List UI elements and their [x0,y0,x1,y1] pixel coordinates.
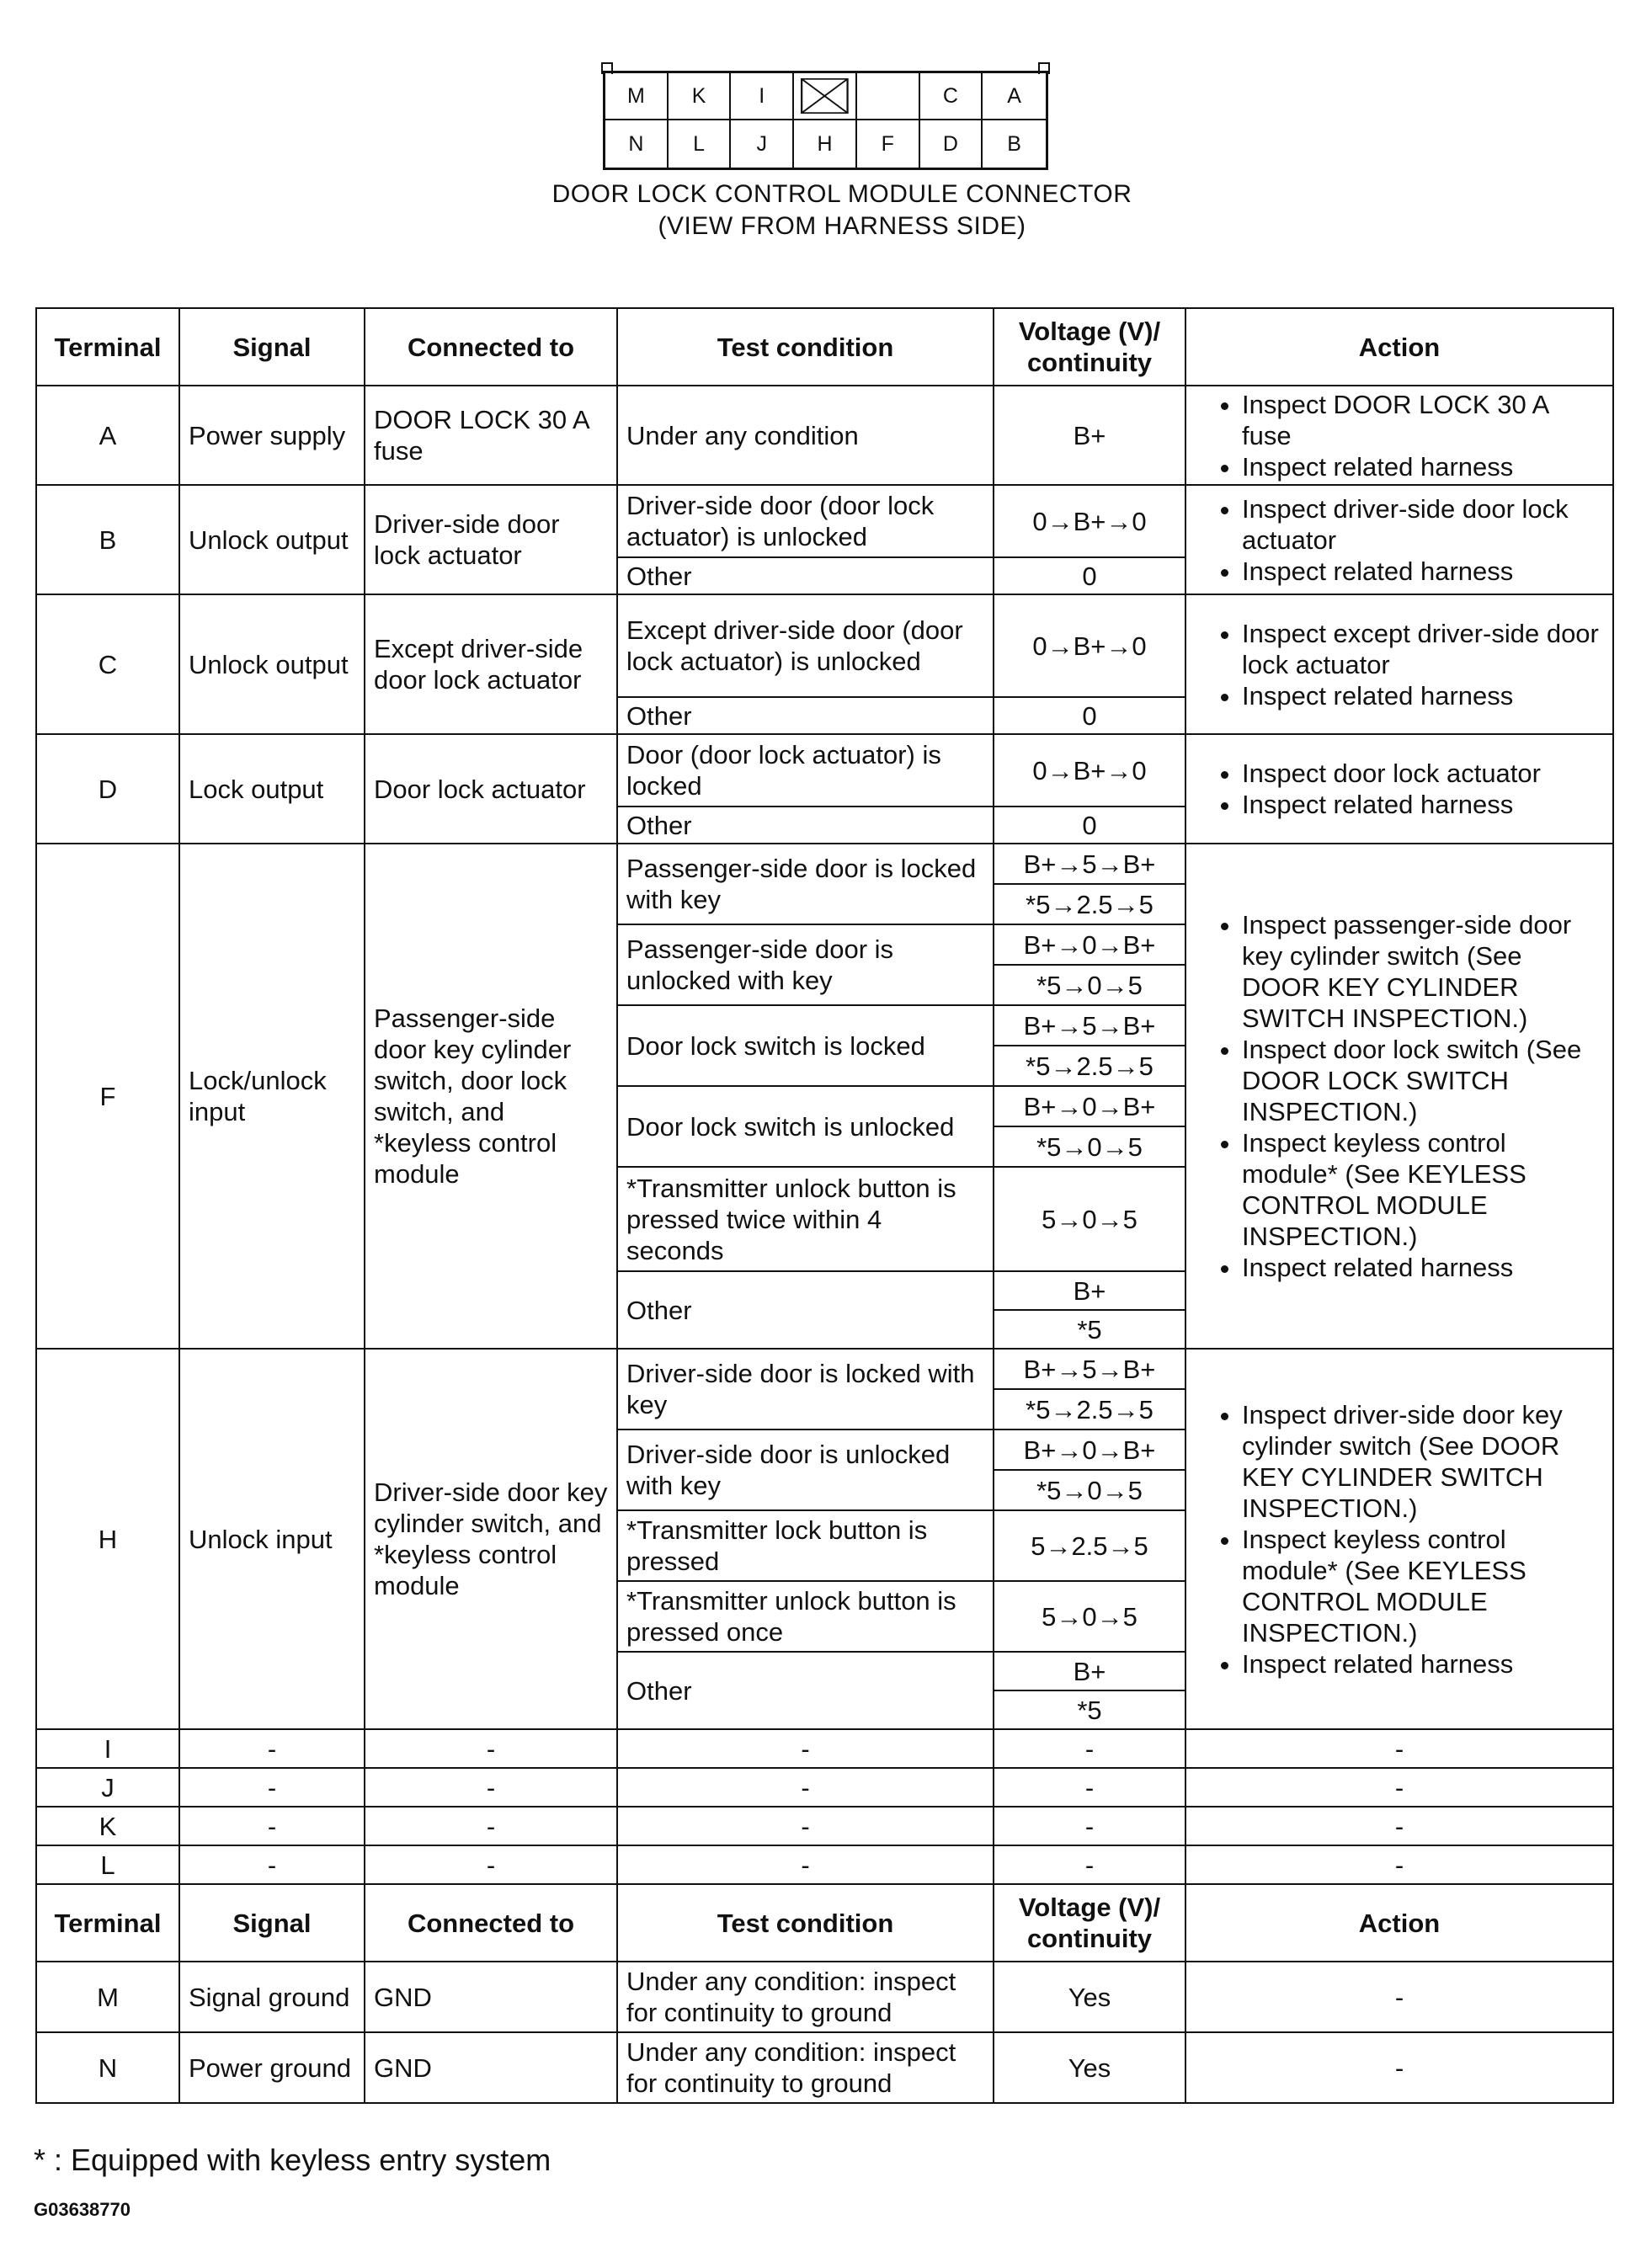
header-voltage: Voltage (V)/ continuity [994,308,1185,386]
pin-blocked [794,73,857,120]
pin-d: D [920,120,983,168]
voltage-cell: 0→B+→0 [994,485,1185,557]
condition-cell: Under any condition [617,386,994,485]
header-condition: Test condition [617,308,994,386]
voltage-cell: 0 [994,557,1185,594]
action-cell: - [1185,2032,1613,2103]
header-connected: Connected to [365,1884,617,1962]
action-item: • Inspect related harness [1242,1648,1604,1680]
pin-n: N [605,120,669,168]
action-cell: - [1185,1962,1613,2032]
signal-cell: Unlock input [179,1349,365,1729]
action-cell [1185,485,1613,594]
dash-cell: - [179,1768,365,1807]
dash-cell: - [617,1768,994,1807]
connected-cell: Passenger-side door key cylinder switch, door lock switch, and *keyless control module [365,844,617,1349]
dash-cell: - [994,1807,1185,1845]
action-item: • Inspect driver-side door lock actuator [1242,493,1604,556]
signal-cell: Lock/unlock input [179,844,365,1349]
connected-cell: Driver-side door key cylinder switch, and *keyless control module [365,1349,617,1729]
pin-empty [857,73,920,120]
action-cell [1185,1349,1613,1729]
connected-cell: GND [365,1962,617,2032]
voltage-cell: B+ [994,386,1185,485]
condition-cell: Driver-side door is unlocked with key [617,1429,994,1510]
dash-cell: - [365,1845,617,1884]
pin-a: A [983,73,1046,120]
dash-cell: - [617,1807,994,1845]
action-item: • Inspect keyless control module* (See KEYLESS CONTROL MODULE INSPECTION.) [1242,1127,1604,1252]
dash-cell: - [179,1845,365,1884]
connected-cell: Driver-side door lock actuator [365,485,617,594]
condition-cell: Door lock switch is locked [617,1005,994,1086]
action-item: • Inspect related harness [1242,789,1604,820]
table-row [36,2032,1613,2103]
pin-k: K [669,73,732,120]
voltage-cell: *5 [994,1690,1185,1729]
dash-cell: - [1185,1845,1613,1884]
condition-cell: Passenger-side door is unlocked with key [617,924,994,1005]
blocked-cross-icon [801,78,849,114]
table-row [36,1845,1613,1884]
action-item: • Inspect except driver-side door lock actuator [1242,618,1604,680]
action-item: • Inspect related harness [1242,680,1604,711]
condition-cell: Other [617,1271,994,1349]
voltage-cell: *5→2.5→5 [994,884,1185,924]
signal-cell: Power ground [179,2032,365,2103]
voltage-cell: B+→0→B+ [994,1429,1185,1470]
terminal-cell: A [36,386,179,485]
voltage-cell: B+ [994,1652,1185,1690]
header-condition: Test condition [617,1884,994,1962]
voltage-cell: 0→B+→0 [994,594,1185,697]
terminal-cell: K [36,1807,179,1845]
header-action: Action [1185,308,1613,386]
condition-cell: Other [617,1652,994,1729]
action-item: • Inspect DOOR LOCK 30 A fuse [1242,389,1604,451]
condition-cell: *Transmitter lock button is pressed [617,1510,994,1581]
voltage-cell: B+→5→B+ [994,1349,1185,1389]
dash-cell: - [994,1768,1185,1807]
action-item: • Inspect related harness [1242,451,1604,482]
signal-cell: Lock output [179,734,365,844]
table-row [36,386,1613,485]
connected-cell: Except driver-side door lock actuator [365,594,617,734]
dash-cell: - [179,1729,365,1768]
connected-cell: Door lock actuator [365,734,617,844]
header-terminal: Terminal [36,308,179,386]
condition-cell: *Transmitter unlock button is pressed once [617,1581,994,1652]
dash-cell: - [1185,1768,1613,1807]
table-row [36,844,1613,884]
action-cell [1185,734,1613,844]
terminal-cell: F [36,844,179,1349]
header-signal: Signal [179,1884,365,1962]
voltage-cell: 0 [994,807,1185,844]
dash-cell: - [994,1845,1185,1884]
connected-cell: GND [365,2032,617,2103]
header-voltage: Voltage (V)/ continuity [994,1884,1185,1962]
voltage-cell: *5→0→5 [994,1470,1185,1510]
connector-caption-title: DOOR LOCK CONTROL MODULE CONNECTOR [551,180,1132,208]
voltage-cell: *5→2.5→5 [994,1389,1185,1429]
terminal-cell: I [36,1729,179,1768]
condition-cell: Driver-side door is locked with key [617,1349,994,1429]
terminal-cell: C [36,594,179,734]
voltage-cell: *5→0→5 [994,1126,1185,1167]
action-item: • Inspect door lock switch (See DOOR LOCK SWITCH INSPECTION.) [1242,1034,1604,1127]
dash-cell: - [617,1729,994,1768]
signal-cell: Power supply [179,386,365,485]
action-item: • Inspect driver-side door key cylinder switch (See DOOR KEY CYLINDER SWITCH INSPECTION.) [1242,1399,1604,1524]
terminal-cell: B [36,485,179,594]
condition-cell: Passenger-side door is locked with key [617,844,994,924]
terminal-cell: M [36,1962,179,2032]
voltage-cell: 5→0→5 [994,1581,1185,1652]
pin-c: C [920,73,983,120]
pin-f: F [857,120,920,168]
table-row [36,485,1613,557]
pin-i: I [731,73,794,120]
voltage-cell: B+→0→B+ [994,924,1185,965]
dash-cell: - [994,1729,1185,1768]
dash-cell: - [365,1807,617,1845]
action-cell [1185,844,1613,1349]
pin-l: L [669,120,732,168]
voltage-cell: B+→5→B+ [994,844,1185,884]
voltage-cell: Yes [994,1962,1185,2032]
voltage-cell: Yes [994,2032,1185,2103]
action-item: • Inspect door lock actuator [1242,758,1604,789]
voltage-cell: *5 [994,1310,1185,1349]
dash-cell: - [1185,1807,1613,1845]
action-item: • Inspect passenger-side door key cylinder switch (See DOOR KEY CYLINDER SWITCH INSPECTION.) [1242,909,1604,1034]
pin-h: H [794,120,857,168]
figure-id: G03638770 [34,2199,131,2220]
condition-cell: Driver-side door (door lock actuator) is unlocked [617,485,994,557]
header-terminal: Terminal [36,1884,179,1962]
dash-cell: - [365,1729,617,1768]
header-action: Action [1185,1884,1613,1962]
voltage-cell: 0→B+→0 [994,734,1185,807]
footnote: * : Equipped with keyless entry system [34,2143,551,2177]
voltage-cell: B+→5→B+ [994,1005,1185,1046]
action-cell [1185,386,1613,485]
voltage-cell: *5→2.5→5 [994,1046,1185,1086]
pin-j: J [731,120,794,168]
terminal-cell: J [36,1768,179,1807]
action-item: • Inspect related harness [1242,556,1604,587]
connector-caption-subtitle: (VIEW FROM HARNESS SIDE) [658,212,1026,240]
condition-cell: Other [617,807,994,844]
dash-cell: - [617,1845,994,1884]
pin-b: B [1007,131,1021,156]
signal-cell: Unlock output [179,485,365,594]
table-row [36,1349,1613,1389]
table-row [36,1729,1613,1768]
table-header-row [36,308,1613,386]
table-row [36,734,1613,807]
action-item: • Inspect keyless control module* (See KEYLESS CONTROL MODULE INSPECTION.) [1242,1524,1604,1648]
condition-cell: Door (door lock actuator) is locked [617,734,994,807]
header-signal: Signal [179,308,365,386]
table-header-row [36,1884,1613,1962]
action-item: • Inspect related harness [1242,1252,1604,1283]
voltage-cell: B+→0→B+ [994,1086,1185,1126]
signal-cell: Signal ground [179,1962,365,2032]
voltage-cell: 5→2.5→5 [994,1510,1185,1581]
pin-m: M [605,73,669,120]
action-cell [1185,594,1613,734]
terminal-cell: D [36,734,179,844]
table-row [36,594,1613,697]
signal-cell: Unlock output [179,594,365,734]
dash-cell: - [365,1768,617,1807]
dash-cell: - [1185,1729,1613,1768]
voltage-cell: *5→0→5 [994,965,1185,1005]
condition-cell: *Transmitter unlock button is pressed twice within 4 seconds [617,1167,994,1271]
condition-cell: Under any condition: inspect for continuity to ground [617,2032,994,2103]
condition-cell: Except driver-side door (door lock actuator) is unlocked [617,594,994,697]
connector-diagram [603,71,1048,170]
voltage-cell: 0 [994,697,1185,734]
terminal-spec-table [35,307,1614,2104]
connected-cell: DOOR LOCK 30 A fuse [365,386,617,485]
condition-cell: Door lock switch is unlocked [617,1086,994,1167]
table-row [36,1962,1613,2032]
condition-cell: Other [617,697,994,734]
dash-cell: - [179,1807,365,1845]
table-row [36,1807,1613,1845]
voltage-cell: B+ [994,1271,1185,1310]
condition-cell: Other [617,557,994,594]
terminal-cell: N [36,2032,179,2103]
condition-cell: Under any condition: inspect for continuity to ground [617,1962,994,2032]
table-row [36,1768,1613,1807]
terminal-cell: L [36,1845,179,1884]
header-connected: Connected to [365,308,617,386]
voltage-cell: 5→0→5 [994,1167,1185,1271]
terminal-cell: H [36,1349,179,1729]
